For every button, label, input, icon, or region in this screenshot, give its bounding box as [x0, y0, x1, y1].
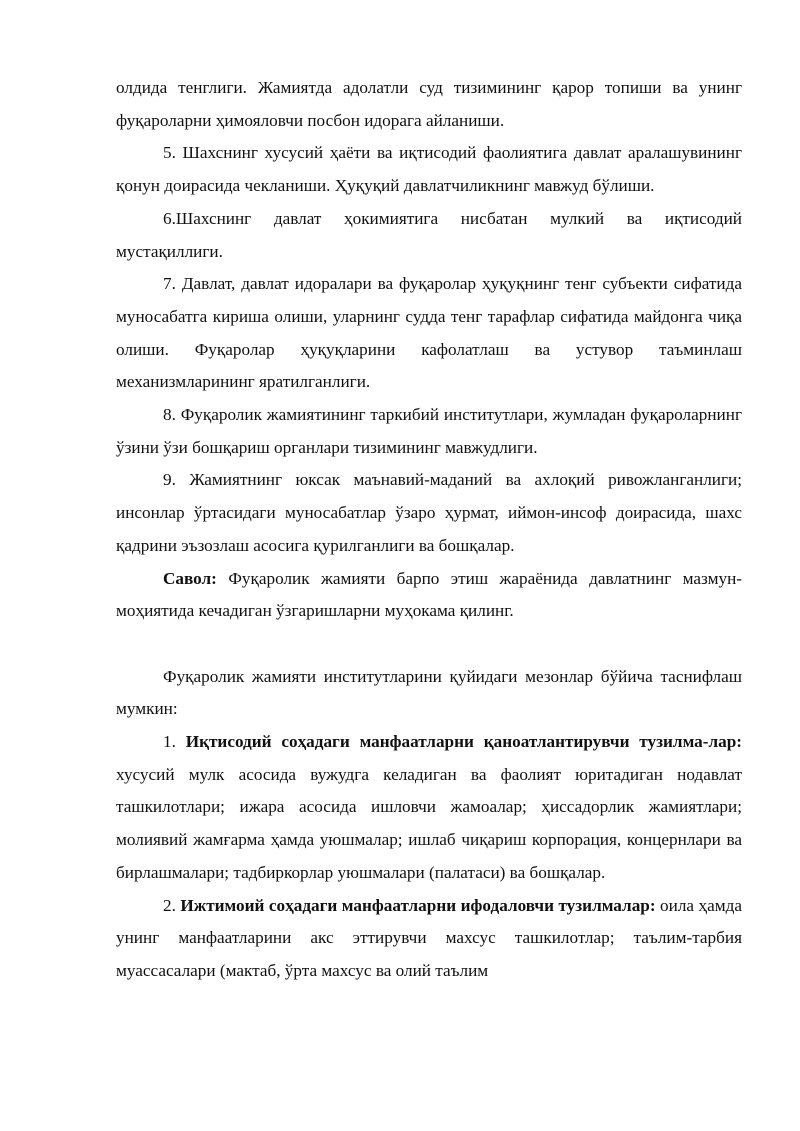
list-item-5: 5. Шахснинг хусусий ҳаёти ва иқтисодий фаолиятига давлат аралашувининг қонун доирасида чекланиши. Ҳуқуқий давлатчиликнинг мавжуд бўлиши.	[116, 143, 742, 196]
paragraph-continuation: олдида тенглиги. Жамиятда адолатли суд тизимининг қарор топиши ва унинг фуқароларни ҳимояловчи посбон идорага айланиши.	[116, 78, 742, 130]
item-text: оила ҳамда унинг манфаатларини акс эттирувчи махсус ташкилотлар; таълим-тарбия муассасалари (мактаб, ўрта махсус ва олий таълим	[116, 895, 743, 980]
question-text: Фуқаролик жамияти барпо этиш жараёнида давлатнинг мазмун-моҳиятида кечадиган ўзгаришларни муҳокама қилинг.	[116, 568, 742, 621]
item-title: Иқтисодий соҳадаги манфаатларни қаноатлантирувчи тузилма-лар:	[185, 732, 742, 752]
classification-intro: Фуқаролик жамияти институтларини қуйидаги мезонлар бўйича таснифлаш мумкин:	[116, 666, 742, 719]
classification-item-2	[116, 890, 742, 988]
list-item-8: 8. Фуқаролик жамиятининг таркибий институтлари, жумладан фуқароларнинг ўзини ўзи бошқариш органлари тизимининг мавжудлиги.	[116, 405, 742, 457]
document-page	[116, 72, 742, 988]
classification-item-1	[116, 726, 742, 890]
item-title: Ижтимоий соҳадаги манфаатларни ифодаловчи тузилмалар:	[180, 895, 656, 915]
item-number: 1.	[163, 732, 186, 752]
question-paragraph	[116, 563, 742, 628]
question-label: Савол:	[163, 568, 217, 588]
list-item-9: 9. Жамиятнинг юксак маънавий-маданий ва ахлоқий ривожланганлиги; инсонлар ўртасидаги муносабатлар ўзаро ҳурмат, иймон-инсоф доирасида, шахс қадрини эъзозлаш асосига қурилганлиги ва бошқалар.	[116, 470, 742, 555]
item-number: 2.	[163, 895, 181, 915]
list-item-6: 6.Шахснинг давлат ҳокимиятига нисбатан мулкий ва иқтисодий мустақиллиги.	[116, 208, 742, 261]
item-text: хусусий мулк асосида вужудга келадиган ва фаолият юритадиган нодавлат ташкилотлари; ижара асосида ишловчи жамоалар; ҳиссадорлик жамиятлари; молиявий жамғарма ҳамда уюшмалар; ишлаб чиқариш корпорация, концернлари ва бирлашмалари; тадбиркорлар уюшмалари (палатаси) ва бошқалар.	[116, 764, 742, 882]
blank-line	[116, 628, 742, 661]
list-item-7: 7. Давлат, давлат идоралари ва фуқаролар ҳуқуқнинг тенг субъекти сифатида муносабатга кириша олиши, уларнинг судда тенг тарафлар сифатида майдонга чиқа олиши. Фуқаролар ҳуқуқларини кафолатлаш ва устувор таъминлаш механизмларининг яратилганлиги.	[116, 274, 742, 392]
